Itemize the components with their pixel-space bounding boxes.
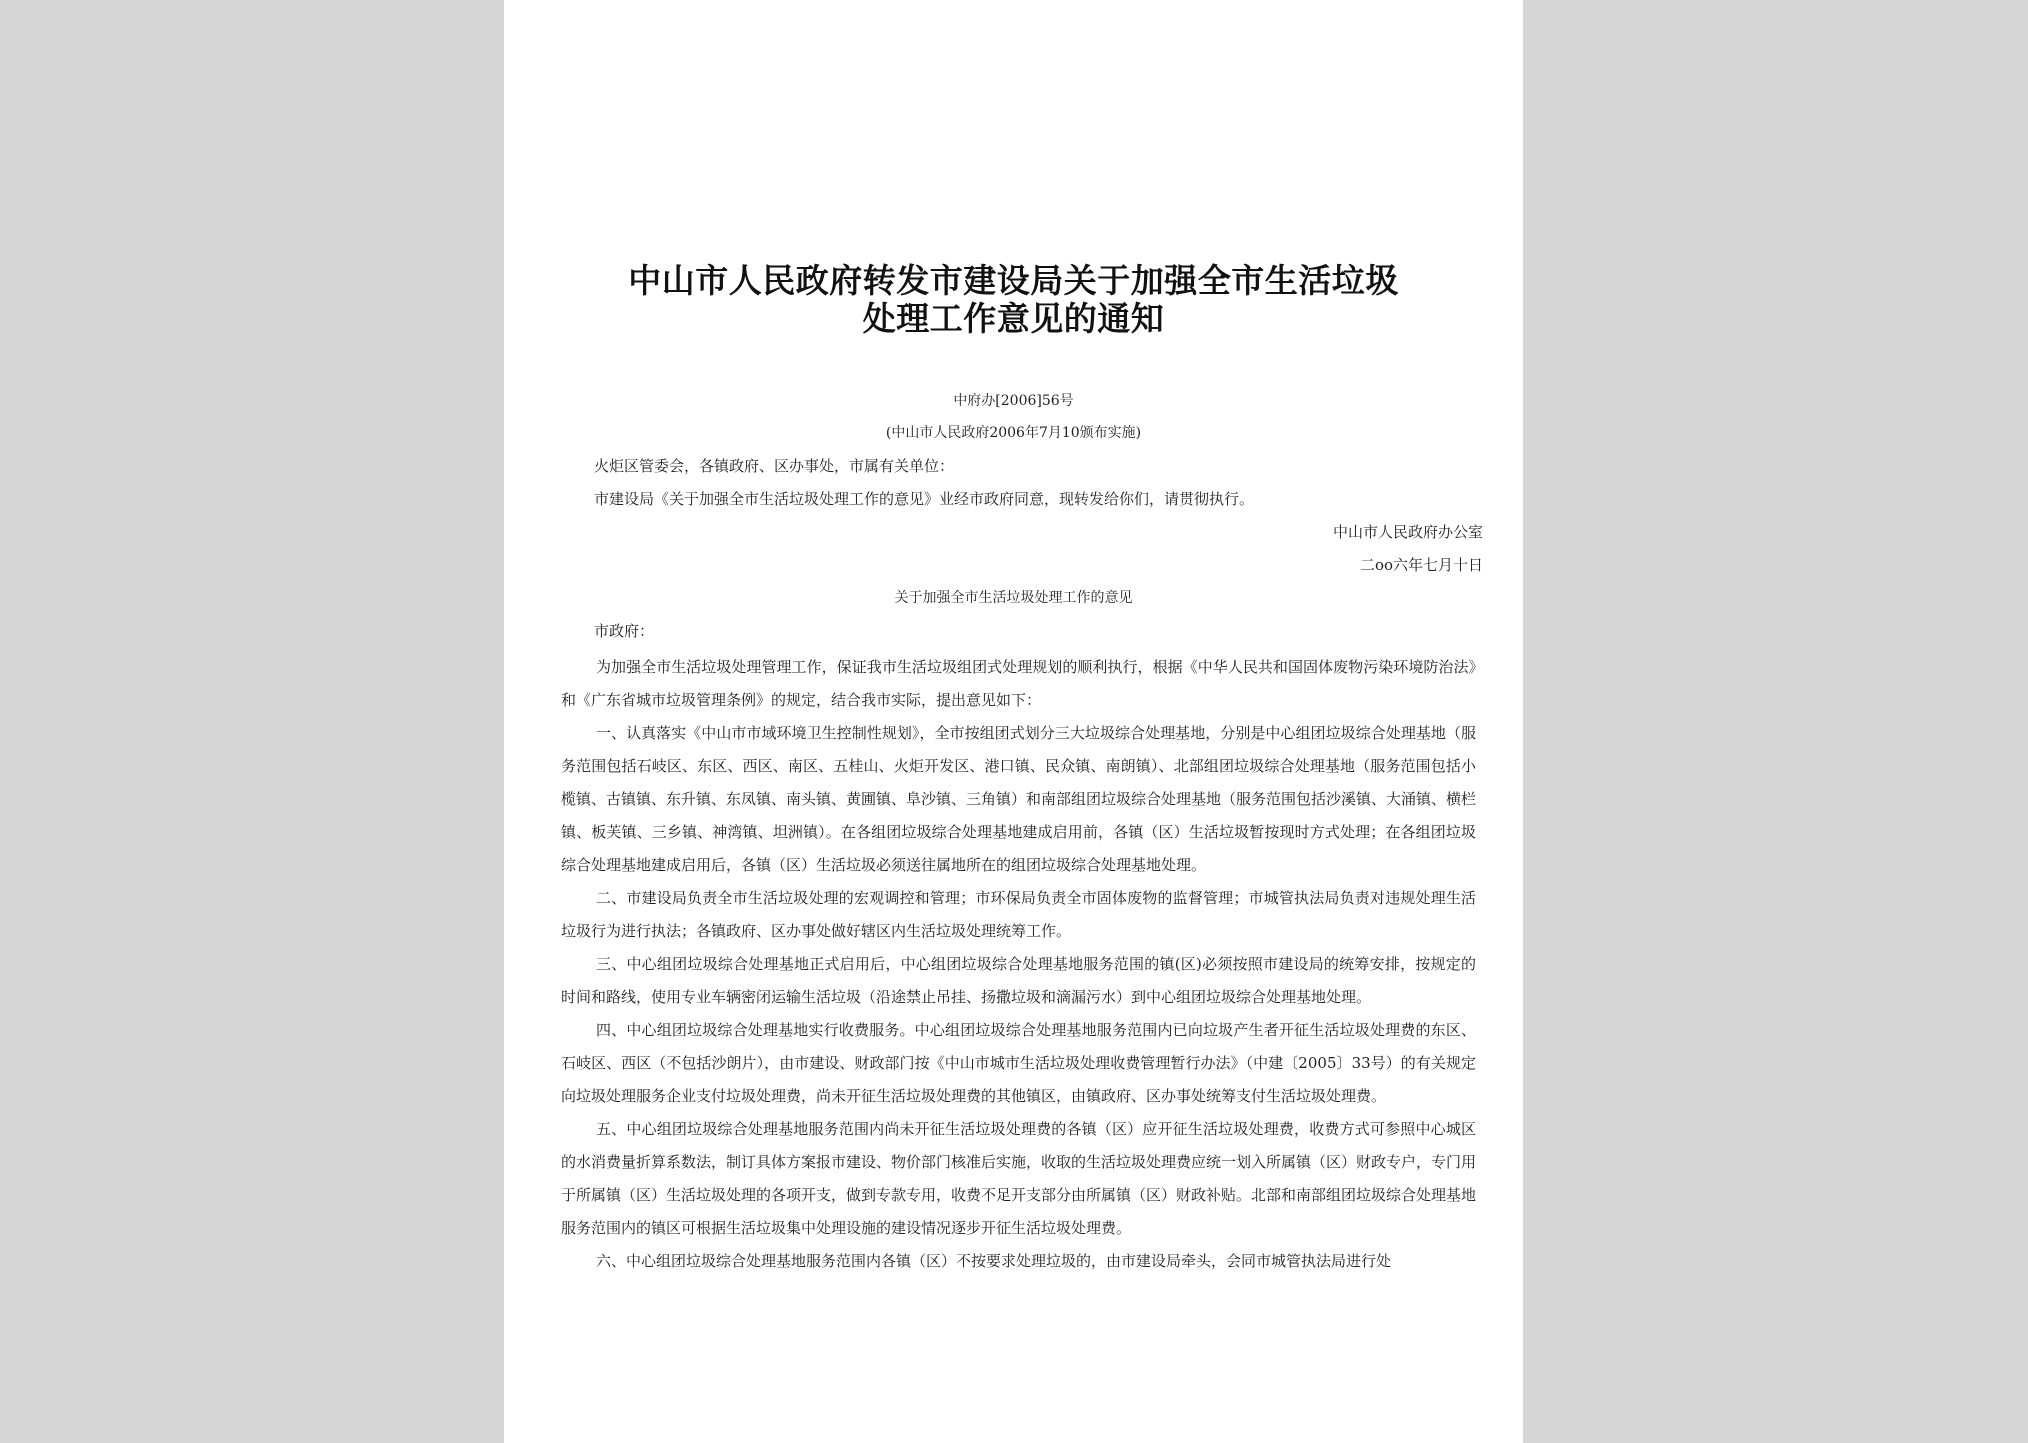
document-title — [504, 262, 1523, 338]
body-paragraph: 二、市建设局负责全市生活垃圾处理的宏观调控和管理；市环保局负责全市固体废物的监督管理；市城管执法局负责对违规处理生活垃圾行为进行执法；各镇政府、区办事处做好辖区内生活垃圾处理统筹工作。 — [561, 889, 1476, 940]
body-paragraph: 为加强全市生活垃圾处理管理工作，保证我市生活垃圾组团式处理规划的顺利执行，根据《中华人民共和国固体废物污染环境防治法》和《广东省城市垃圾管理条例》的规定，结合我市实际，提出意见如下： — [561, 658, 1476, 709]
opinion-title: 关于加强全市生活垃圾处理工作的意见 — [894, 590, 1133, 606]
body-paragraph: 六、中心组团垃圾综合处理基地服务范围内各镇（区）不按要求处理垃圾的，由市建设局牵头，会同市城管执法局进行处 — [596, 1252, 1392, 1270]
document-number: 中府办[2006]56号 — [953, 393, 1074, 409]
addressee: 火炬区管委会，各镇政府、区办事处，市属有关单位： — [594, 457, 955, 475]
body-paragraph: 三、中心组团垃圾综合处理基地正式启用后，中心组团垃圾综合处理基地服务范围的镇(区)必须按照市建设局的统筹安排，按规定的时间和路线，使用专业车辆密闭运输生活垃圾（沿途禁止吊挂、扬撒垃圾和滴漏污水）到中心组团垃圾综合处理基地处理。 — [561, 955, 1476, 1006]
signature-office: 中山市人民政府办公室 — [1332, 523, 1483, 541]
forward-text: 市建设局《关于加强全市生活垃圾处理工作的意见》业经市政府同意，现转发给你们，请贯彻执行。 — [594, 490, 1255, 508]
body-paragraph: 一、认真落实《中山市市域环境卫生控制性规划》，全市按组团式划分三大垃圾综合处理基地，分别是中心组团垃圾综合处理基地（服务范围包括石岐区、东区、西区、南区、五桂山、火炬开发区、港口镇、民众镇、南朗镇）、北部组团垃圾综合处理基地（服务范围包括小榄镇、古镇镇、东升镇、东凤镇、南头镇、黄圃镇、阜沙镇、三角镇）和南部组团垃圾综合处理基地（服务范围包括沙溪镇、大涌镇、横栏镇、板芙镇、三乡镇、神湾镇、坦洲镇）。在各组团垃圾综合处理基地建成启用前，各镇（区）生活垃圾暂按现时方式处理；在各组团垃圾综合处理基地建成启用后，各镇（区）生活垃圾必须送往属地所在的组团垃圾综合处理基地处理。 — [561, 724, 1477, 874]
signature-date: 二oo六年七月十日 — [1359, 556, 1483, 574]
issue-note: (中山市人民政府2006年7月10颁布实施) — [885, 425, 1142, 441]
document-body — [561, 651, 1476, 1278]
opinion-addressee: 市政府： — [594, 622, 655, 640]
title-line-2: 处理工作意见的通知 — [862, 299, 1165, 338]
body-paragraph: 五、中心组团垃圾综合处理基地服务范围内尚未开征生活垃圾处理费的各镇（区）应开征生活垃圾处理费，收费方式可参照中心城区的水消费量折算系数法，制订具体方案报市建设、物价部门核准后实施，收取的生活垃圾处理费应统一划入所属镇（区）财政专户，专门用于所属镇（区）生活垃圾处理的各项开支，做到专款专用，收费不足开支部分由所属镇（区）财政补贴。北部和南部组团垃圾综合处理基地服务范围内的镇区可根据生活垃圾集中处理设施的建设情况逐步开征生活垃圾处理费。 — [561, 1120, 1477, 1237]
document-page — [504, 0, 1523, 1443]
body-paragraph: 四、中心组团垃圾综合处理基地实行收费服务。中心组团垃圾综合处理基地服务范围内已向垃圾产生者开征生活垃圾处理费的东区、石岐区、西区（不包括沙朗片），由市建设、财政部门按《中山市城市生活垃圾处理收费管理暂行办法》（中建〔2005〕33号）的有关规定向垃圾处理服务企业支付垃圾处理费，尚未开征生活垃圾处理费的其他镇区，由镇政府、区办事处统筹支付生活垃圾处理费。 — [561, 1021, 1476, 1105]
title-line-1: 中山市人民政府转发市建设局关于加强全市生活垃圾 — [628, 261, 1399, 300]
